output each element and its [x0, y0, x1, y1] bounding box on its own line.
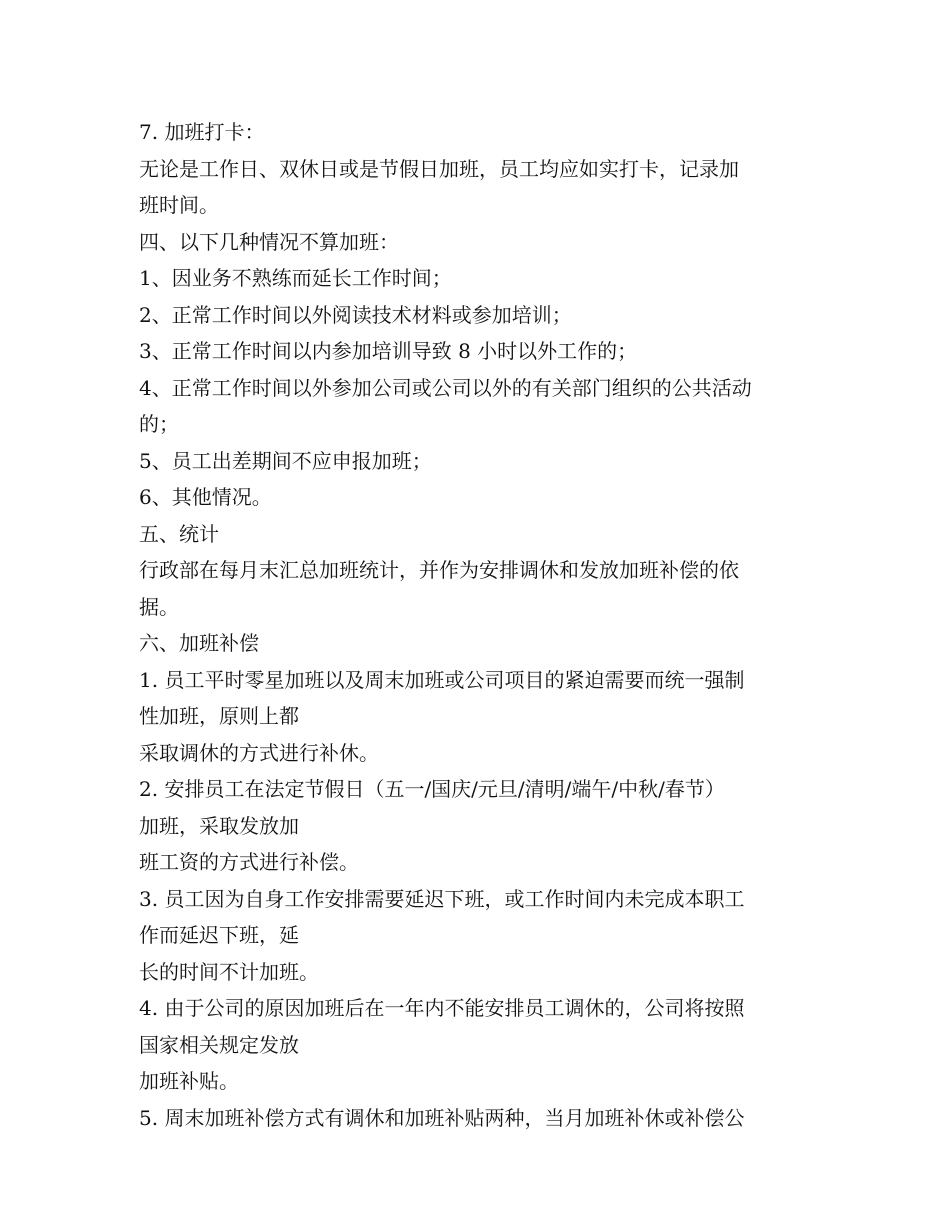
text-line: 班时间。	[139, 193, 219, 217]
text-line: 采取调休的方式进行补休。	[139, 740, 379, 765]
section-heading: 五、统计	[139, 521, 219, 546]
text-line: 2、正常工作时间以外阅读技术材料或参加培训；	[139, 302, 572, 327]
text-line: 作而延迟下班，延	[139, 923, 299, 947]
text-line: 2. 安排员工在法定节假日（五一/国庆/元旦/清明/端午/中秋/春节）	[139, 777, 725, 801]
section-heading: 四、以下几种情况不算加班：	[139, 229, 399, 254]
text-line: 4、正常工作时间以外参加公司或公司以外的有关部门组织的公共活动	[139, 375, 752, 400]
text-line: 5、员工出差期间不应申报加班；	[139, 448, 432, 473]
text-line: 据。	[139, 594, 179, 619]
text-line: 无论是工作日、双休日或是节假日加班，员工均应如实打卡，记录加	[139, 156, 739, 181]
text-line: 的；	[139, 412, 179, 436]
text-line: 3. 员工因为自身工作安排需要延迟下班，或工作时间内未完成本职工	[139, 886, 745, 911]
text-line: 4. 由于公司的原因加班后在一年内不能安排员工调休的，公司将按照	[139, 996, 745, 1020]
text-line: 1. 员工平时零星加班以及周末加班或公司项目的紧迫需要而统一强制	[139, 667, 745, 692]
text-line: 加班，采取发放加	[139, 813, 299, 838]
text-line: 加班补贴。	[139, 1069, 239, 1093]
document-body	[139, 114, 819, 1136]
text-line: 长的时间不计加班。	[139, 959, 319, 984]
section-heading: 六、加班补偿	[139, 631, 259, 655]
text-line: 7. 加班打卡：	[139, 120, 265, 144]
text-line: 性加班，原则上都	[139, 704, 299, 728]
text-line: 3、正常工作时间以内参加培训导致 8 小时以外工作的；	[139, 339, 638, 363]
text-line: 6、其他情况。	[139, 485, 272, 509]
text-line: 国家相关规定发放	[139, 1032, 299, 1057]
text-line: 5. 周末加班补偿方式有调休和加班补贴两种，当月加班补休或补偿公	[139, 1105, 745, 1130]
text-line: 班工资的方式进行补偿。	[139, 850, 359, 874]
text-line: 1、因业务不熟练而延长工作时间；	[139, 266, 452, 290]
text-line: 行政部在每月末汇总加班统计，并作为安排调休和发放加班补偿的依	[139, 558, 739, 582]
